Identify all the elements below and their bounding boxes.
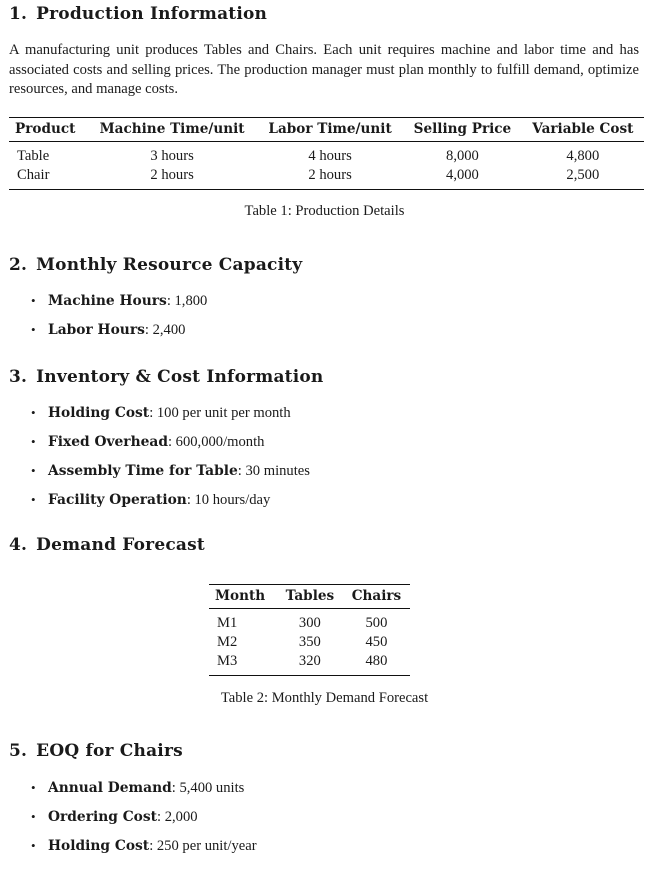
list-item [28, 432, 310, 461]
bullet-icon: • [31, 434, 36, 449]
list-item [28, 403, 310, 432]
table-cell: M1 [217, 615, 238, 631]
table-row [9, 166, 644, 190]
item-key: Fixed Overhead [48, 434, 168, 450]
bullet-icon: • [31, 780, 36, 795]
table-cell: M3 [217, 653, 238, 669]
table-cell: 450 [365, 634, 388, 650]
item-value: : 5,400 units [171, 780, 245, 796]
item-value: : 600,000/month [167, 434, 265, 450]
table-cell: 300 [298, 615, 321, 631]
section-number: 5. [9, 741, 28, 761]
table-cell: M2 [217, 634, 238, 650]
bullet-icon: • [31, 838, 36, 853]
item-key: Holding Cost [48, 838, 150, 854]
eoq-chairs-list [28, 778, 257, 865]
column-header: Tables [277, 585, 343, 609]
table-cell: 350 [298, 634, 321, 650]
table-cell: 4,800 [566, 148, 600, 164]
item-value: : 1,800 [166, 293, 208, 309]
bullet-icon: • [31, 293, 36, 308]
section-1-heading [9, 4, 267, 24]
item-value: : 10 hours/day [186, 492, 271, 508]
column-header: Month [209, 585, 277, 609]
section-number: 4. [9, 535, 28, 555]
table-2-caption: Table 2: Monthly Demand Forecast [220, 690, 429, 706]
item-key: Annual Demand [48, 780, 172, 796]
intro-paragraph: A manufacturing unit produces Tables and Chairs. Each unit requires machine and labor time and has associated costs and selling prices. The production manager must plan monthly to fulfill demand, optimize resources, and manage costs. [9, 42, 639, 97]
inventory-cost-list [28, 403, 310, 519]
section-title: Demand Forecast [36, 535, 205, 555]
column-header: Variable Cost [522, 118, 644, 142]
item-key: Labor Hours [48, 322, 145, 338]
section-number: 3. [9, 367, 28, 387]
item-key: Ordering Cost [48, 809, 158, 825]
item-value: : 100 per unit per month [149, 405, 291, 421]
item-value: : 2,400 [144, 322, 186, 338]
table-row [9, 142, 644, 167]
item-key: Holding Cost [48, 405, 150, 421]
list-item [28, 778, 257, 807]
list-item [28, 320, 207, 349]
section-title: EOQ for Chairs [36, 741, 183, 761]
table-cell: 4,000 [446, 167, 479, 183]
table-cell: 4 hours [308, 148, 352, 164]
item-value: : 250 per unit/year [149, 838, 257, 854]
table-cell: 500 [365, 615, 388, 631]
section-3-heading [9, 367, 323, 387]
table-1-caption: Table 1: Production Details [244, 203, 405, 219]
table-cell: 480 [365, 653, 388, 669]
section-5-heading [9, 741, 183, 761]
table-cell: 2 hours [308, 167, 352, 183]
column-header: Product [9, 118, 87, 142]
table-row [209, 609, 410, 634]
bullet-icon: • [31, 405, 36, 420]
table-header-row [209, 585, 410, 609]
column-header: Labor Time/unit [257, 118, 403, 142]
item-key: Facility Operation [48, 492, 187, 508]
bullet-icon: • [31, 809, 36, 824]
section-number: 1. [9, 4, 28, 24]
table-cell: 2 hours [150, 167, 194, 183]
table-cell: 320 [298, 653, 321, 669]
column-header: Machine Time/unit [87, 118, 257, 142]
section-4-heading [9, 535, 205, 555]
item-key: Machine Hours [48, 293, 167, 309]
list-item [28, 836, 257, 865]
production-details-table [9, 117, 644, 190]
demand-forecast-table [209, 584, 410, 676]
bullet-icon: • [31, 492, 36, 507]
table-cell: Chair [17, 167, 50, 183]
column-header: Chairs [343, 585, 410, 609]
section-2-heading [9, 255, 302, 275]
bullet-icon: • [31, 463, 36, 478]
resource-capacity-list [28, 291, 207, 349]
item-key: Assembly Time for Table [48, 463, 238, 479]
item-value: : 30 minutes [237, 463, 310, 479]
section-title: Inventory & Cost Information [36, 367, 324, 387]
table-row [209, 652, 410, 676]
section-number: 2. [9, 255, 28, 275]
table-cell: 3 hours [150, 148, 194, 164]
list-item [28, 291, 207, 320]
list-item [28, 807, 257, 836]
section-title: Production Information [36, 4, 268, 24]
table-header-row [9, 118, 644, 142]
table-cell: Table [17, 148, 50, 164]
table-row [209, 633, 410, 652]
table-cell: 2,500 [566, 167, 600, 183]
list-item [28, 490, 310, 519]
table-cell: 8,000 [446, 148, 479, 164]
section-title: Monthly Resource Capacity [36, 255, 303, 275]
list-item [28, 461, 310, 490]
column-header: Selling Price [403, 118, 521, 142]
bullet-icon: • [31, 322, 36, 337]
item-value: : 2,000 [157, 809, 198, 825]
